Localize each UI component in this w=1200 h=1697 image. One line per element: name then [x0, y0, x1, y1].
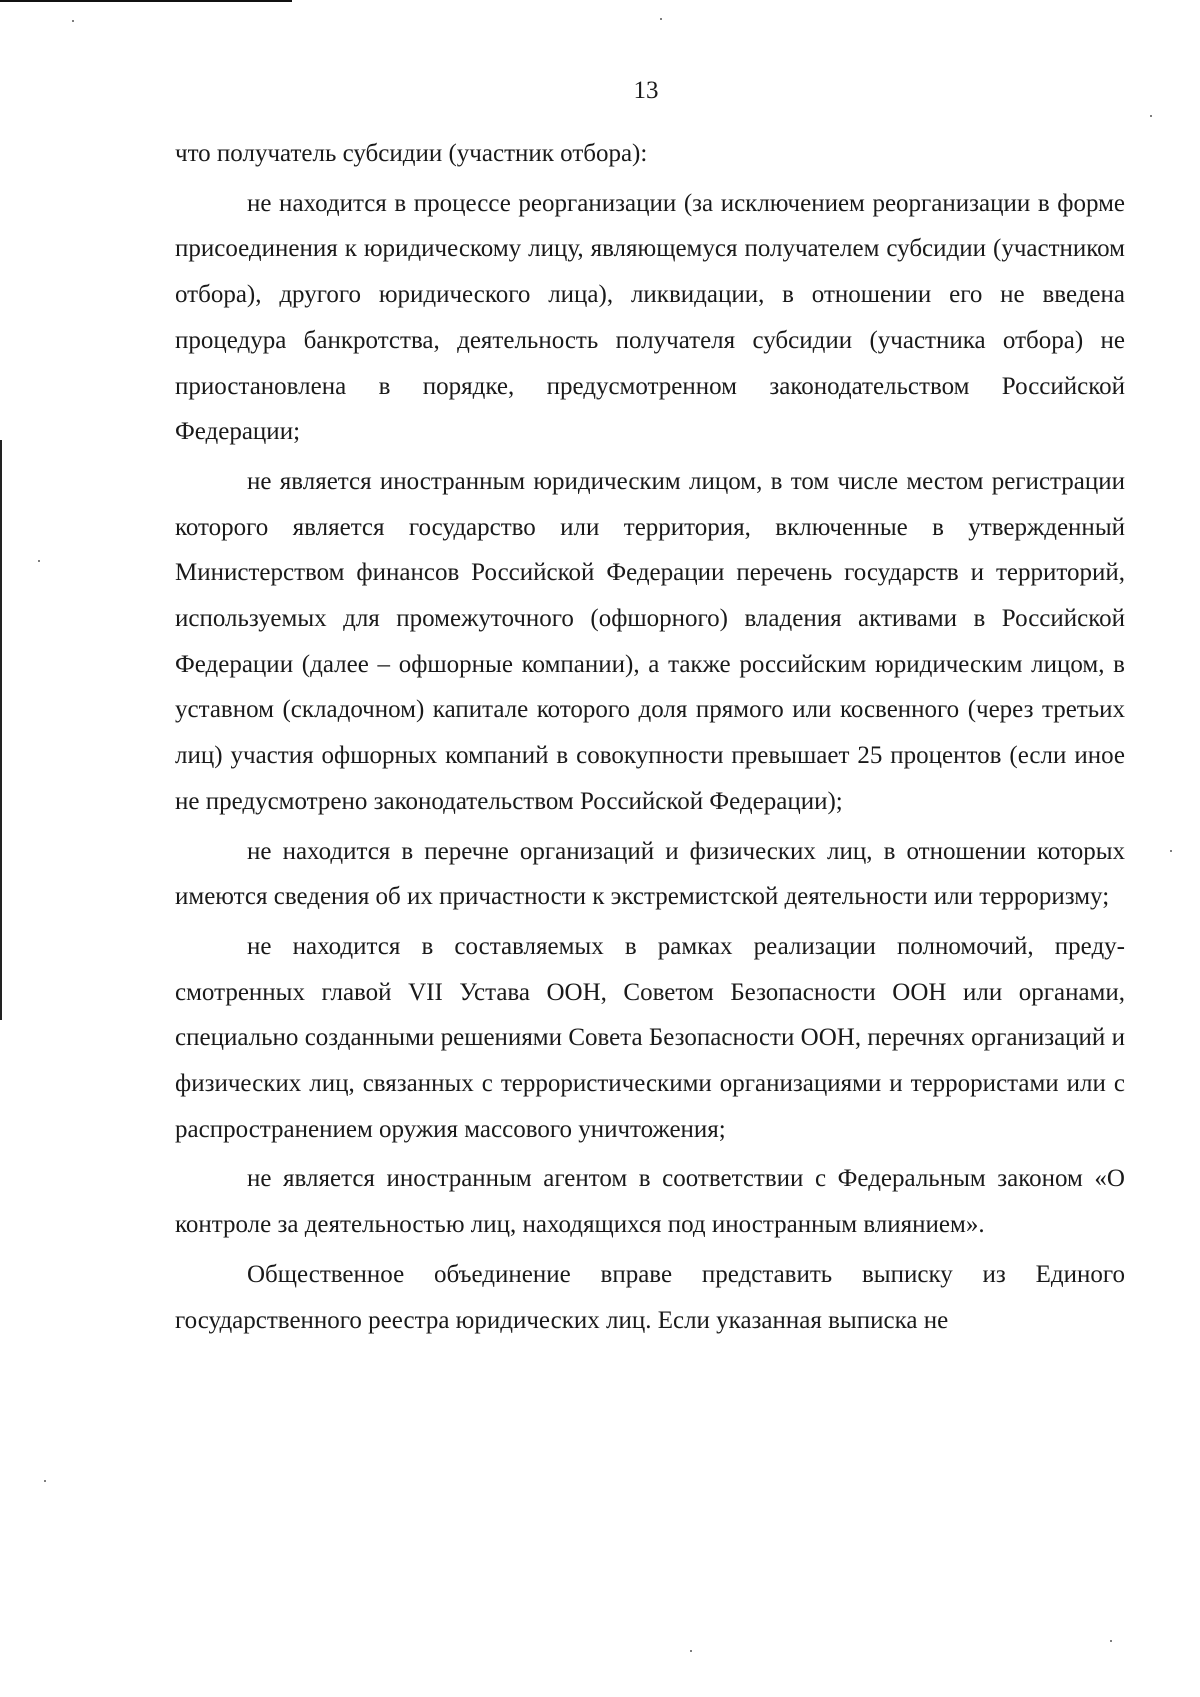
scan-speck — [660, 18, 662, 20]
paragraph-foreign-agent: не является иностранным агентом в соответствии с Федеральным законом «О контроле за деятельностью лиц, находящихся под иностранным влиянием». — [175, 1165, 1125, 1239]
paragraph-intro: что получатель субсидии (участник отбора): — [175, 140, 648, 167]
scan-speck — [44, 1480, 46, 1482]
scan-speck — [72, 20, 74, 22]
paragraph-un-lists: не находится в составляемых в рамках реализации полномочий, предусмотренных главой VII Устава ООН, Советом Безопасности ООН или органами, специально созданными решениями Совета Безопасности ООН, перечнях организаций и физических лиц, связанных с террористическими организациями и террористами или с распространением оружия массового уничтожения; — [175, 932, 1125, 1143]
scan-speck — [1110, 1640, 1112, 1642]
paragraph-egrul-extract: Общественное объединение вправе представить выписку из Единого государственного реестра юридических лиц. Если указанная выписка не — [175, 1260, 1125, 1334]
paragraph-foreign-entity: не является иностранным юридическим лицом, в том числе местом регистрации которого является государство или территория, включенные в утвержденный Министерством финансов Российской Федерации перечень государств и территорий, используемых для промежуточного (офшорного) владения активами в Российской Федерации (далее – офшорные компании), а также российским юридическим лицом, в уставном (складочном) капитале которого доля прямого или косвенного (через третьих лиц) участия офшорных компаний в совокупности превышает 25 процентов (если иное не предусмотрено законодательством Российской Федерации); — [175, 467, 1125, 815]
paragraph-reorganization: не находится в процессе реорганизации (за исключением реорганизации в форме присоединения к юридическому лицу, являющемуся получателем субсидии (участником отбора), другого юридического лица), ликвидации, в отношении его не введена процедура банкротства, деятельность получателя субсидии (участника отбора) не приостановлена в порядке, предусмотренном законодательством Российской Федерации; — [175, 189, 1125, 446]
scan-speck — [690, 1650, 692, 1652]
scan-speck — [1170, 850, 1172, 852]
scan-speck — [1150, 115, 1152, 117]
top-rule — [0, 0, 292, 2]
document-body — [175, 131, 1125, 1343]
page-edge-shadow — [0, 440, 2, 1020]
page-number: 13 — [633, 77, 659, 104]
scan-speck — [38, 560, 40, 562]
paragraph-extremism-list: не находится в перечне организаций и физических лиц, в отношении которых имеются сведения об их причастности к экстремистской деятельности или терроризму; — [175, 837, 1125, 911]
